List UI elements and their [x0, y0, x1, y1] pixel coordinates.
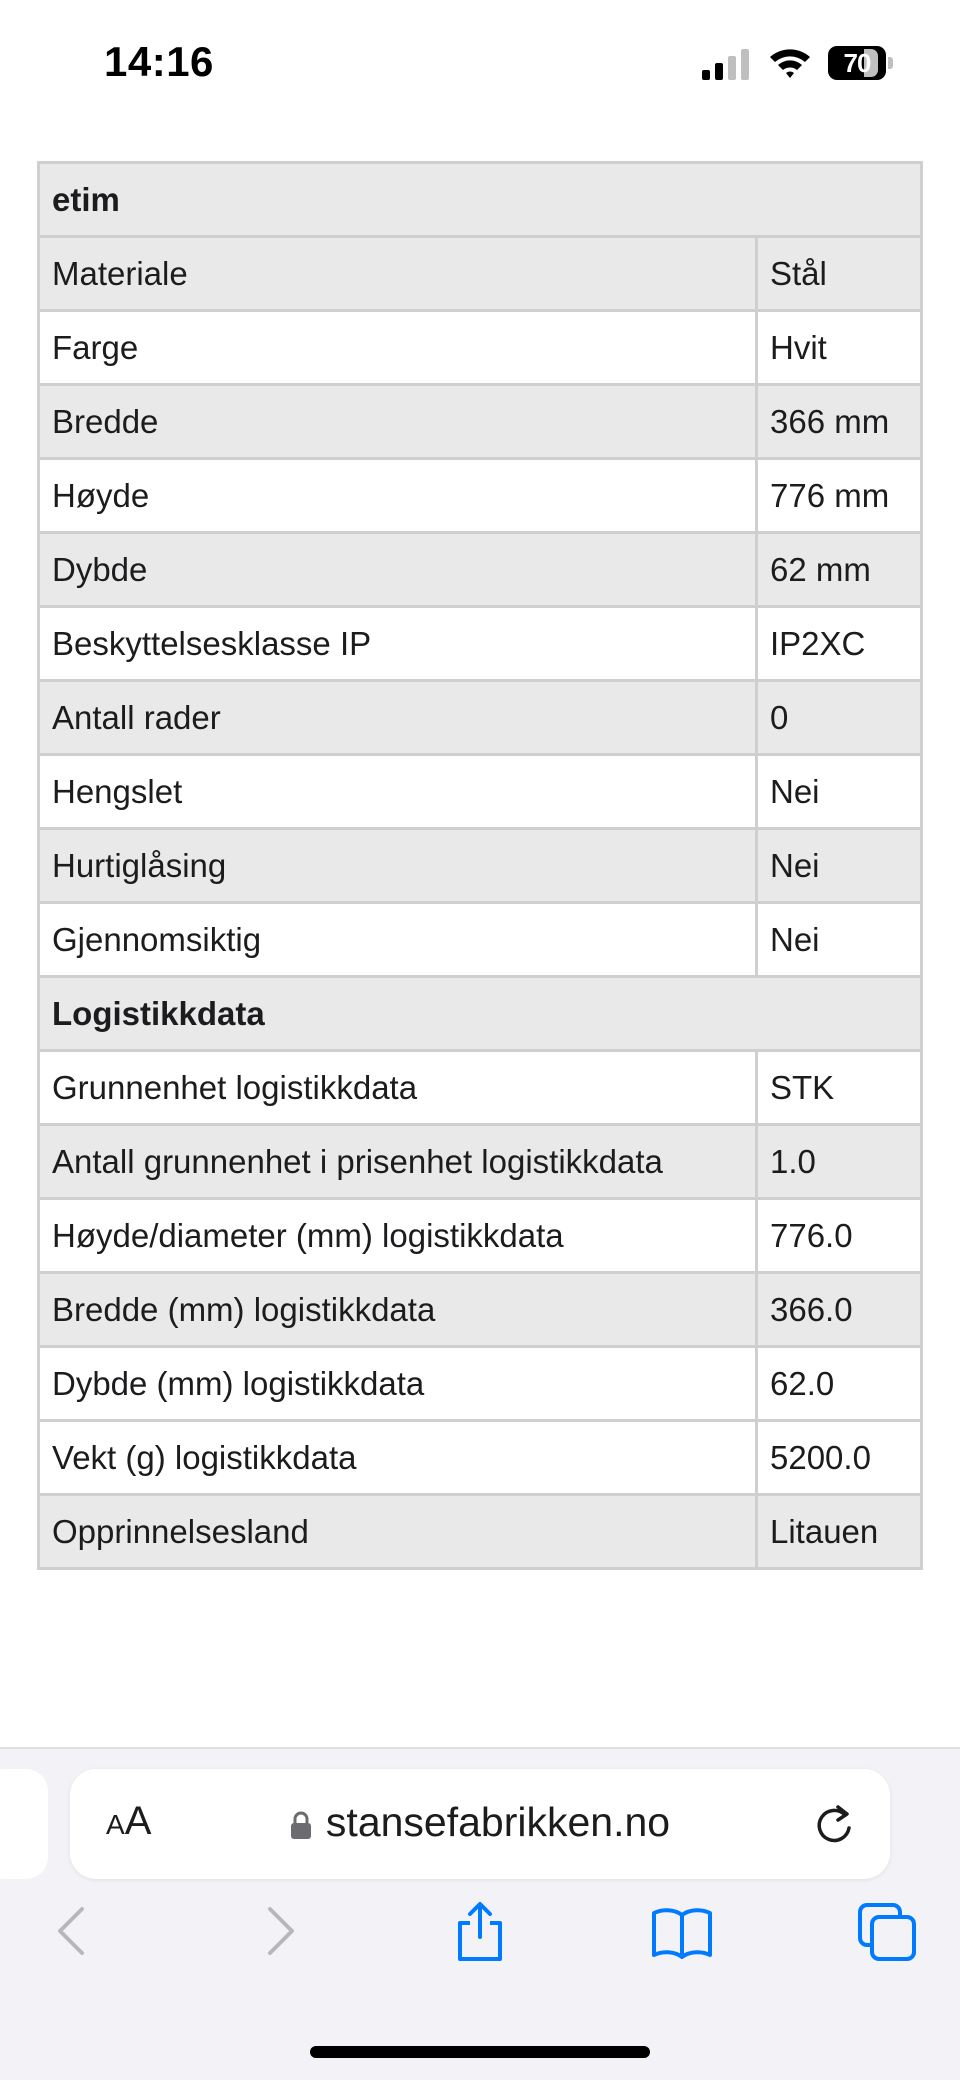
row-value: Nei	[757, 829, 922, 903]
row-label: Materiale	[39, 237, 757, 311]
row-label: Hengslet	[39, 755, 757, 829]
row-value: Litauen	[757, 1495, 922, 1569]
row-label: Antall grunnenhet i prisenhet logistikkdata	[39, 1125, 757, 1199]
wifi-icon	[768, 44, 812, 80]
row-value: 776 mm	[757, 459, 922, 533]
url-text: stansefabrikken.no	[325, 1799, 671, 1845]
row-value: 366.0	[757, 1273, 922, 1347]
aa-small-label: A	[106, 1809, 125, 1840]
table-row	[39, 385, 922, 459]
row-label: Hurtiglåsing	[39, 829, 757, 903]
table-row	[39, 1273, 922, 1347]
section-title: etim	[39, 163, 922, 237]
row-label: Gjennomsiktig	[39, 903, 757, 977]
table-row	[39, 1051, 922, 1125]
aa-large-label: A	[124, 1799, 152, 1843]
back-icon[interactable]	[40, 1899, 104, 1963]
table-row	[39, 1347, 922, 1421]
row-value: 62 mm	[757, 533, 922, 607]
row-value: Nei	[757, 903, 922, 977]
table-row	[39, 311, 922, 385]
share-icon[interactable]	[448, 1899, 512, 1963]
navigation-bar	[0, 1899, 960, 1979]
tabs-icon[interactable]	[856, 1899, 920, 1963]
table-row	[39, 1495, 922, 1569]
row-value: IP2XC	[757, 607, 922, 681]
table-row	[39, 459, 922, 533]
reload-icon[interactable]	[812, 1801, 856, 1847]
battery-indicator	[828, 46, 894, 80]
row-label: Antall rader	[39, 681, 757, 755]
row-label: Beskyttelsesklasse IP	[39, 607, 757, 681]
forward-icon[interactable]	[248, 1899, 312, 1963]
row-value: 776.0	[757, 1199, 922, 1273]
row-value: 5200.0	[757, 1421, 922, 1495]
row-value: 0	[757, 681, 922, 755]
table-row	[39, 533, 922, 607]
row-label: Opprinnelsesland	[39, 1495, 757, 1569]
row-label: Farge	[39, 311, 757, 385]
section-header-etim	[39, 163, 922, 237]
table-row	[39, 755, 922, 829]
table-row	[39, 1125, 922, 1199]
address-bar[interactable]	[70, 1769, 890, 1879]
section-header-logistikkdata	[39, 977, 922, 1051]
bookmarks-icon[interactable]	[650, 1899, 714, 1963]
battery-percent: 70	[843, 47, 871, 78]
table-row	[39, 681, 922, 755]
row-value: STK	[757, 1051, 922, 1125]
battery-level	[828, 46, 886, 80]
browser-toolbar	[0, 1747, 960, 2080]
table-row	[39, 903, 922, 977]
row-value: Nei	[757, 755, 922, 829]
table-row	[39, 1199, 922, 1273]
row-label: Bredde (mm) logistikkdata	[39, 1273, 757, 1347]
table-row	[39, 607, 922, 681]
previous-tab-preview[interactable]	[0, 1769, 48, 1879]
row-label: Dybde (mm) logistikkdata	[39, 1347, 757, 1421]
status-bar	[0, 0, 960, 130]
table-row	[39, 237, 922, 311]
url-display[interactable]	[70, 1799, 890, 1846]
row-value: Hvit	[757, 311, 922, 385]
row-value: 366 mm	[757, 385, 922, 459]
spec-table	[37, 161, 923, 1570]
row-label: Bredde	[39, 385, 757, 459]
lock-icon	[290, 1810, 312, 1840]
cellular-signal-icon	[700, 48, 752, 80]
row-label: Høyde	[39, 459, 757, 533]
table-row	[39, 1421, 922, 1495]
row-value: 62.0	[757, 1347, 922, 1421]
table-row	[39, 829, 922, 903]
row-label: Vekt (g) logistikkdata	[39, 1421, 757, 1495]
row-label: Dybde	[39, 533, 757, 607]
row-value: Stål	[757, 237, 922, 311]
status-time: 14:16	[104, 38, 214, 85]
row-label: Grunnenhet logistikkdata	[39, 1051, 757, 1125]
home-indicator[interactable]	[310, 2046, 650, 2058]
row-value: 1.0	[757, 1125, 922, 1199]
section-title: Logistikkdata	[39, 977, 922, 1051]
row-label: Høyde/diameter (mm) logistikkdata	[39, 1199, 757, 1273]
